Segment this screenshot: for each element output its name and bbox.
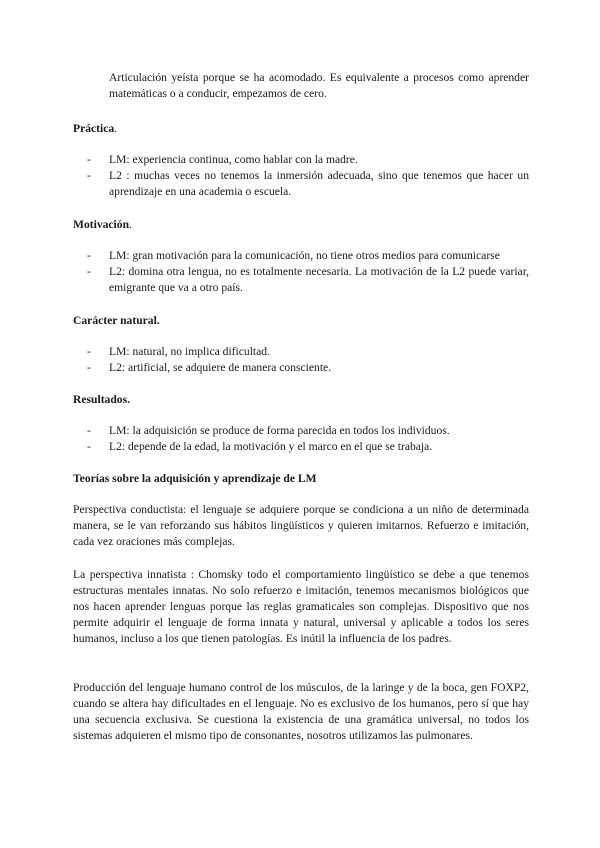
list-item: [87, 248, 529, 264]
bullet-dash: -: [87, 265, 91, 278]
list-item: [87, 423, 529, 439]
list-item: [87, 152, 529, 168]
list-item-text: LM: la adquisición se produce de forma parecida en todos los individuos.: [109, 424, 450, 437]
list-item-text: L2: artificial, se adquiere de manera consciente.: [109, 361, 332, 374]
heading-practica-title: Práctica: [73, 122, 115, 135]
paragraph-produccion: Producción del lenguaje humano control de los músculos, de la laringe y de la boca, gen FOXP2, cuando se altera hay dificultades en el lenguaje. No es exclusivo de los humanos, pero sí que hay una secuencia exclusiva. Se cuestiona la existencia de una gramática universal, no todos los sistemas adquieren el mismo tipo de consonantes, nosotros utilizamos las pulmonares.: [73, 681, 529, 742]
paragraph-innatista: La perspectiva innatista : Chomsky todo el comportamiento lingüístico se debe a que tenemos estructuras mentales innatas. No solo refuerzo e imitación, tenemos mecanismos biológicos que nos hacen aprender lenguas porque las reglas gramaticales son complejas. Dispositivo que nos permite adquirir el lenguaje de forma innata y natural, universal y aplicable a todos los seres humanos, incluso a los que tienen patologías. Es inútil la influencia de los padres.: [73, 568, 529, 645]
intro-paragraph: Articulación yeísta porque se ha acomodado. Es equivalente a procesos como aprender matemáticas o a conducir, empezamos de cero.: [109, 71, 529, 100]
paragraph-conductista: Perspectiva conductista: el lenguaje se adquiere porque se condiciona a un niño de determinada manera, se le van reforzando sus hábitos lingüísticos y quieren imitarnos. Refuerzo e imitación, cada vez oraciones más complejas.: [73, 503, 529, 548]
list-item: [87, 264, 529, 296]
heading-resultados: Resultados.: [73, 393, 131, 406]
heading-motivacion: [73, 217, 132, 233]
list-item: [87, 360, 529, 376]
heading-motivacion-suffix: .: [129, 218, 132, 231]
list-practica: [87, 152, 529, 200]
bullet-dash: -: [87, 440, 91, 453]
list-item: [87, 344, 529, 360]
bullet-dash: -: [87, 345, 91, 358]
list-item-text: L2 : muchas veces no tenemos la inmersión adecuada, sino que tenemos que hacer un aprendizaje en una academia o escuela.: [109, 169, 529, 198]
heading-practica-suffix: .: [114, 122, 118, 135]
list-caracter-natural: [87, 344, 529, 376]
list-item-text: LM: experiencia continua, como hablar con la madre.: [109, 153, 358, 166]
bullet-dash: -: [87, 361, 91, 374]
list-item-text: L2: domina otra lengua, no es totalmente necesaria. La motivación de la L2 puede variar, emigrante que va a otro país.: [109, 265, 529, 294]
list-item-text: LM: gran motivación para la comunicación, no tiene otros medios para comunicarse: [109, 249, 500, 262]
list-item-text: LM: natural, no implica dificultad.: [109, 345, 270, 358]
list-item: [87, 439, 529, 455]
heading-motivacion-title: Motivación: [73, 218, 130, 231]
bullet-dash: -: [87, 169, 91, 182]
bullet-dash: -: [87, 424, 91, 437]
heading-practica: [73, 121, 117, 137]
section-title-teorias: Teorías sobre la adquisición y aprendizaje de LM: [73, 472, 317, 485]
list-item: [87, 168, 529, 200]
list-motivacion: [87, 248, 529, 296]
heading-caracter-natural: Carácter natural.: [73, 314, 160, 327]
list-resultados: [87, 423, 529, 455]
list-item-text: L2: depende de la edad, la motivación y el marco en el que se trabaja.: [109, 440, 433, 453]
bullet-dash: -: [87, 249, 91, 262]
bullet-dash: -: [87, 153, 91, 166]
